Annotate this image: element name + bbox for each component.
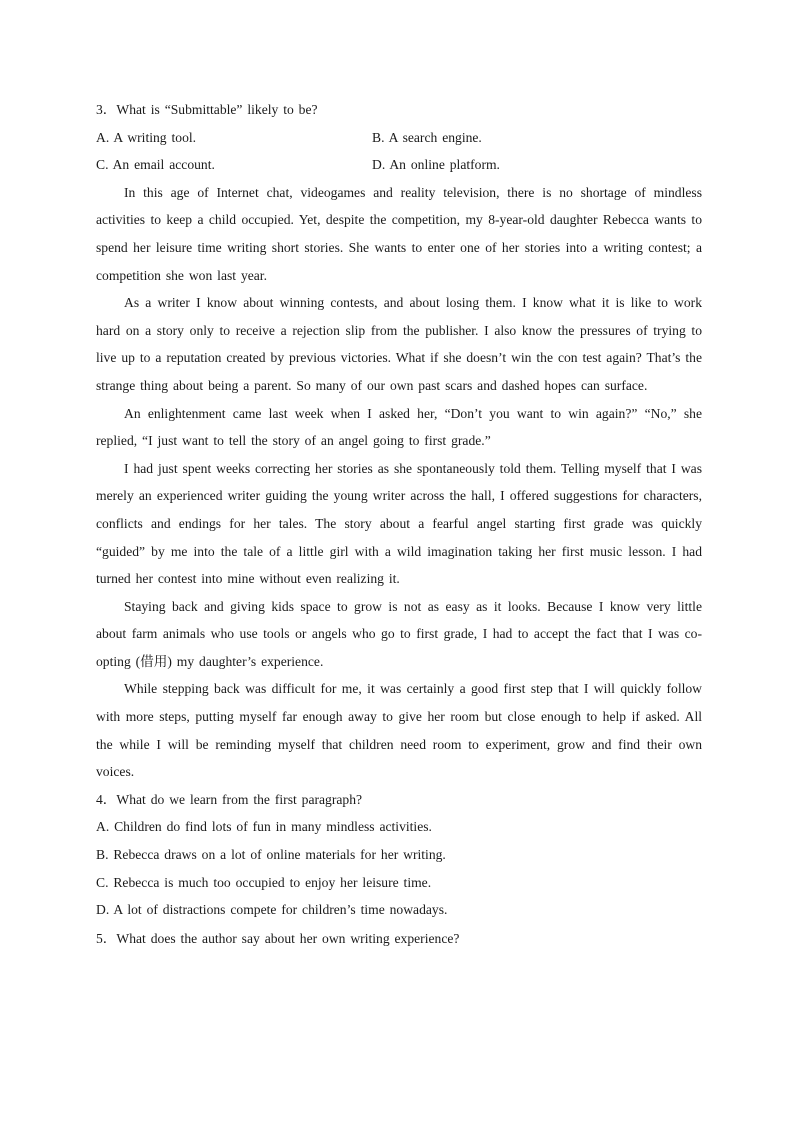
question-3-option-a: A. A writing tool. (96, 129, 197, 145)
question-3-options (96, 124, 702, 179)
question-4-option-a: A. Children do find lots of fun in many mindless activities. (96, 819, 432, 835)
question-3-stem: 3．What is “Submittable” likely to be? (96, 102, 318, 117)
question-3-option-c: C. An email account. (96, 157, 215, 173)
question-5-stem: 5．What does the author say about her own writing experience? (96, 930, 460, 946)
passage-paragraph-2: As a writer I know about winning contests, and about losing them. I know what it is like to work hard on a story only to receive a rejection slip from the publisher. I also know the pressures of trying to live up to a reputation created by previous victories. What if she doesn’t win the con test again? That’s the strange thing about being a parent. So many of our own past scars and dashed hopes can surface. (96, 295, 702, 393)
question-4-option-c: C. Rebecca is much too occupied to enjoy her leisure time. (96, 874, 432, 890)
passage-paragraph-6: While stepping back was difficult for me, it was certainly a good first step that I will quickly follow with more steps, putting myself far enough away to give her room but close enough to help if asked. All the while I will be reminding myself that children need room to experiment, grow and find their own voices. (96, 681, 702, 780)
question-4-stem: 4．What do we learn from the first paragraph? (96, 791, 363, 807)
question-4-option-b: B. Rebecca draws on a lot of online materials for her writing. (96, 847, 446, 863)
passage-paragraph-4: I had just spent weeks correcting her stories as she spontaneously told them. Telling myself that I was merely an experienced writer guiding the young writer across the hall, I offered suggestions for characters, conflicts and endings for her tales. The story about a fearful angel starting first grade was quickly “guided” by me into the tale of a little girl with a wild imagination taking her first music lesson. I had turned her contest into mine without even realizing it. (96, 460, 702, 587)
question-3-option-b: B. A search engine. (372, 129, 482, 145)
passage-paragraph-5: Staying back and giving kids space to grow is not as easy as it looks. Because I know very little about farm animals who use tools or angels who go to first grade, I had to accept the fact that I was co-opting (借用) my daughter’s experience. (96, 598, 702, 669)
question-4-option-d: D. A lot of distractions compete for children’s time nowadays. (96, 902, 448, 918)
document-page (96, 96, 702, 952)
passage-paragraph-3: An enlightenment came last week when I asked her, “Don’t you want to win again?” “No,” she replied, “I just want to tell the story of an angel going to first grade.” (96, 405, 702, 449)
question-3-option-d: D. An online platform. (372, 157, 500, 173)
passage-paragraph-1: In this age of Internet chat, videogames and reality television, there is no shortage of mindless activities to keep a child occupied. Yet, despite the competition, my 8-year-old daughter Rebecca wants to spend her leisure time writing short stories. She wants to enter one of her stories into a writing contest; a competition she won last year. (96, 184, 702, 283)
